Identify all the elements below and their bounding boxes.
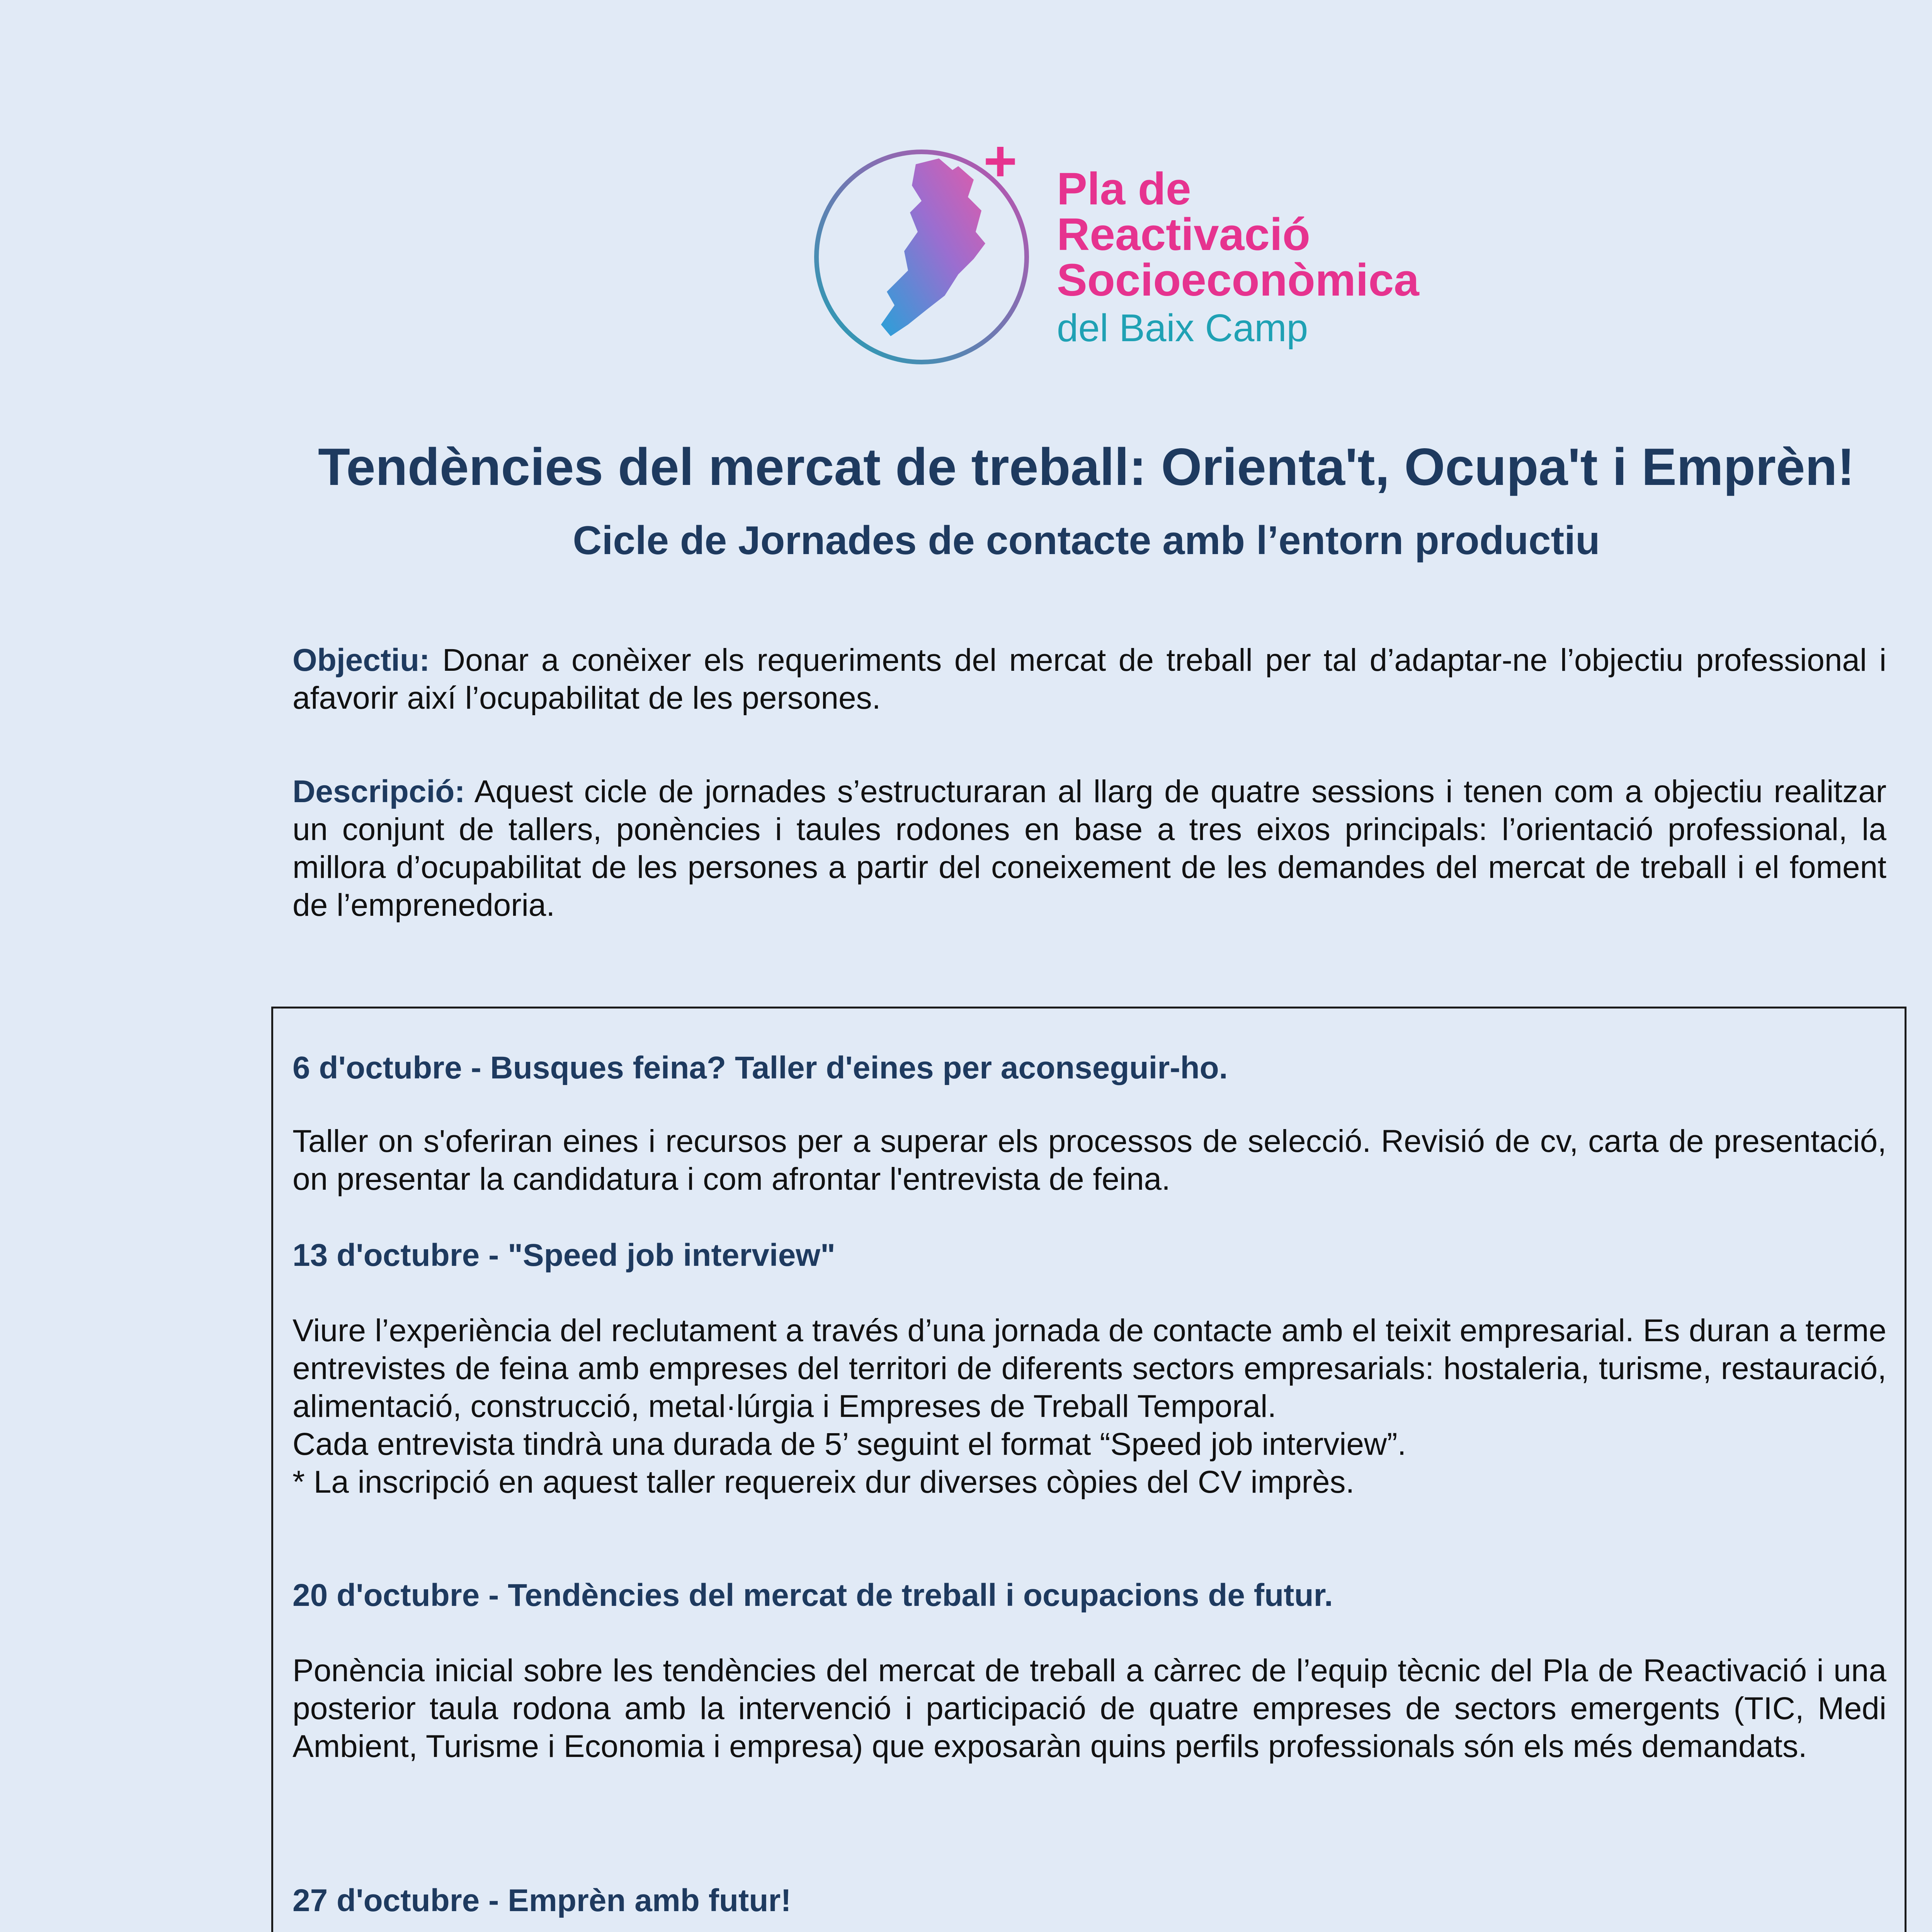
page-subtitle: Cicle de Jornades de contacte amb l’entorn productiu: [573, 518, 1600, 563]
objectiu-text: Donar a conèixer els requeriments del mercat de treball per tal d’adaptar-ne l’objectiu professional i afavorir així l’ocupabilitat de les persones.: [293, 643, 1886, 716]
session-text-2-line2: Cada entrevista tindrà una durada de 5’ seguint el format “Speed job interview”.: [293, 1427, 1406, 1462]
session-title-4: 27 d'octubre - Emprèn amb futur!: [293, 1883, 791, 1918]
session-title-1: 6 d'octubre - Busques feina? Taller d'eines per aconseguir-ho.: [293, 1050, 1228, 1085]
pla-reactivacio-logo: [811, 128, 1449, 375]
logo-line-2: Reactivació: [1057, 209, 1310, 260]
objectiu-label: Objectiu:: [293, 643, 430, 678]
logo-line-4: del Baix Camp: [1057, 306, 1308, 350]
objectiu-paragraph: [293, 641, 1886, 717]
descripcio-text: Aquest cicle de jornades s’estructuraran al llarg de quatre sessions i tenen com a objectiu realitzar un conjunt de tallers, ponències i taules rodones en base a tres eixos principals: l’orientació professional, la millora d’ocupabilitat de les persones a partir del coneixement de les demandes del mercat de treball i el foment de l’emprenedoria.: [293, 774, 1886, 923]
session-text-2-line3: * La inscripció en aquest taller requereix dur diverses còpies del CV imprès.: [293, 1464, 1355, 1500]
descripcio-label: Descripció:: [293, 774, 465, 809]
logo-line-3: Socioeconòmica: [1057, 255, 1419, 306]
session-title-3: 20 d'octubre - Tendències del mercat de treball i ocupacions de futur.: [293, 1578, 1333, 1613]
page-title: Tendències del mercat de treball: Orienta't, Ocupa't i Emprèn!: [318, 437, 1855, 496]
session-text-2-main: Viure l’experiència del reclutament a través d’una jornada de contacte amb el teixit empresarial. Es duran a terme entrevistes de feina amb empreses del territori de diferents sectors empresarials: hostaleria, turisme, restauració, alimentació, construcció, metal·lúrgia i Empreses de Treball Temporal.: [293, 1313, 1886, 1424]
descripcio-paragraph: [293, 773, 1886, 924]
session-title-2: 13 d'octubre - "Speed job interview": [293, 1238, 835, 1273]
session-text-1: Taller on s'oferiran eines i recursos per a superar els processos de selecció. Revisió de cv, carta de presentació, on presentar la candidatura i com afrontar l'entrevista de feina.: [293, 1124, 1886, 1197]
session-text-3: Ponència inicial sobre les tendències del mercat de treball a càrrec de l’equip tècnic del Pla de Reactivació i una posterior taula rodona amb la intervenció i participació de quatre empreses de sectors emergents (TIC, Medi Ambient, Turisme i Economia i empresa) que exposaràn quins perfils professionals són els més demandats.: [293, 1653, 1886, 1764]
session-text-2: [293, 1312, 1886, 1501]
logo-wordmark: [1057, 163, 1419, 351]
logo-line-1: Pla de: [1057, 163, 1191, 214]
logo-plus-icon: +: [983, 128, 1017, 193]
